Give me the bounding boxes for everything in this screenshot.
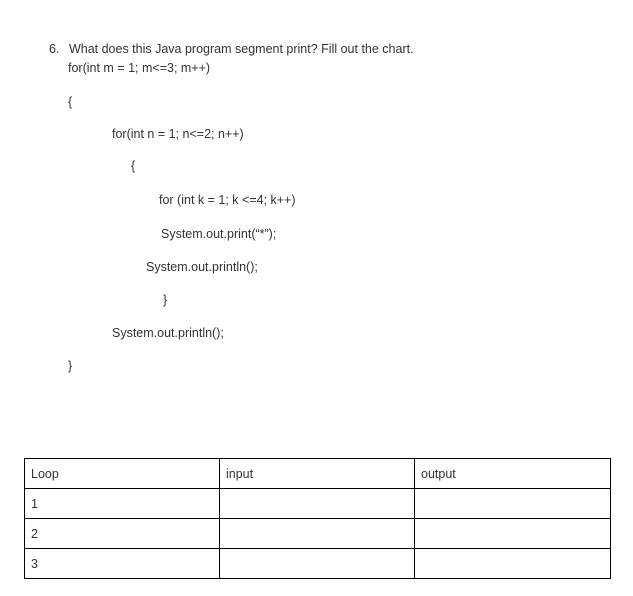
code-outer-for: for(int m = 1; m<=3; m++) (68, 61, 211, 75)
code-middle-for: for(int n = 1; n<=2; n++) (112, 127, 244, 141)
header-output: output (415, 459, 611, 489)
loop-cell: 2 (25, 519, 220, 549)
chart-row (25, 549, 611, 579)
loop-cell: 1 (25, 489, 220, 519)
code-outer-close-brace: } (68, 359, 73, 373)
question-text: What does this Java program segment print? Fill out the chart. (68, 42, 414, 56)
code-outer-open-brace: { (68, 95, 73, 109)
answer-chart (24, 458, 611, 579)
question-number: 6. (48, 42, 60, 56)
input-cell[interactable] (220, 489, 415, 519)
input-cell[interactable] (220, 549, 415, 579)
code-middle-open-brace: { (131, 159, 136, 173)
chart-row (25, 489, 611, 519)
chart-header-row (25, 459, 611, 489)
loop-cell: 3 (25, 549, 220, 579)
code-println-inner: System.out.println(); (146, 260, 258, 274)
code-println-outer: System.out.println(); (112, 326, 224, 340)
code-print-star: System.out.print(“*”); (161, 227, 277, 241)
question (42, 25, 414, 57)
chart-row (25, 519, 611, 549)
output-cell[interactable] (415, 489, 611, 519)
output-cell[interactable] (415, 549, 611, 579)
header-input: input (220, 459, 415, 489)
header-loop: Loop (25, 459, 220, 489)
code-middle-close-brace: } (163, 293, 168, 307)
input-cell[interactable] (220, 519, 415, 549)
code-inner-for: for (int k = 1; k <=4; k++) (159, 193, 296, 207)
output-cell[interactable] (415, 519, 611, 549)
